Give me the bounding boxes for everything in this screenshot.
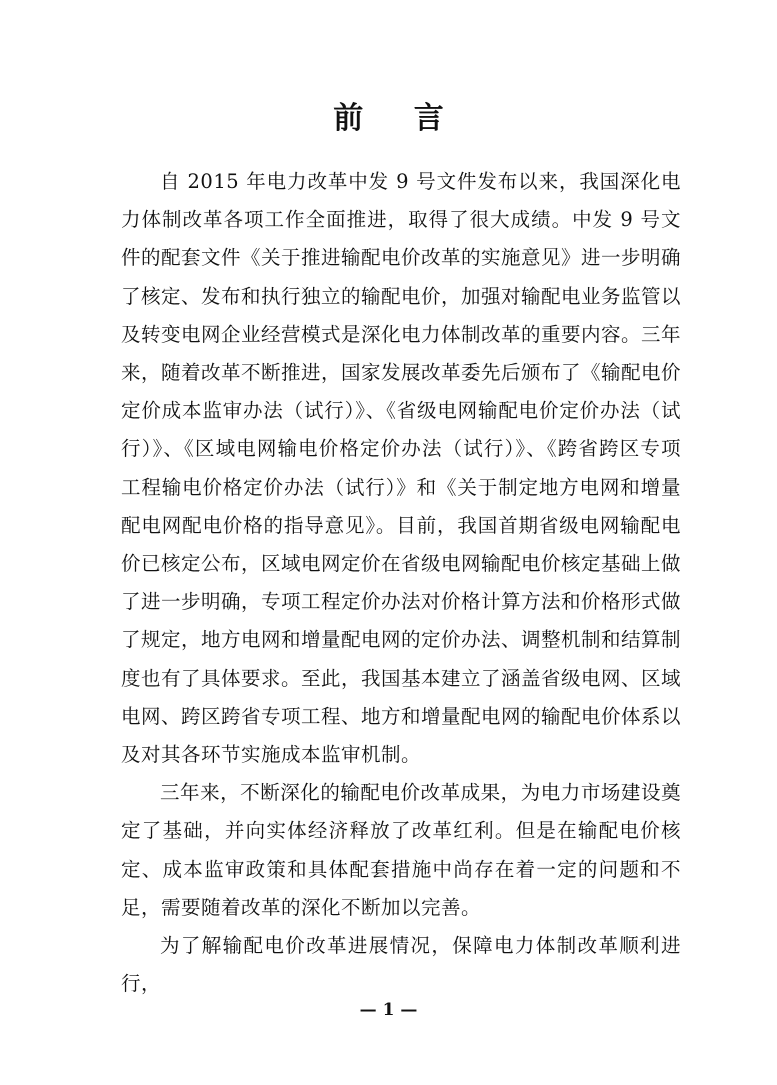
paragraph-1: 自 2015 年电力改革中发 9 号文件发布以来，我国深化电力体制改革各项工作全面推进，取得了很大成绩。中发 9 号文件的配套文件《关于推进输配电价改革的实施意见》进一步明确了核定、发布和执行独立的输配电价，加强对输配电业务监管以及转变电网企业经营模式是深化电力体制改革的重要内容。三年来，随着改革不断推进，国家发展改革委先后颁布了《输配电价定价成本监审办法（试行）》、《省级电网输配电价定价办法（试行）》、《区域电网输电价格定价办法（试行）》、《跨省跨区专项工程输电价格定价办法（试行）》和《关于制定地方电网和增量配电网配电价格的指导意见》。目前，我国首期省级电网输配电价已核定公布，区域电网定价在省级电网输配电价核定基础上做了进一步明确，专项工程定价办法对价格计算方法和价格形式做了规定，地方电网和增量配电网的定价办法、调整机制和结算制度也有了具体要求。至此，我国基本建立了涵盖省级电网、区域电网、跨区跨省专项工程、地方和增量配电网的输配电价体系以及对其各环节实施成本监审机制。 (121, 170, 682, 767)
page-number: — 1 — (359, 1000, 418, 1020)
page-title: 前 言 (333, 101, 464, 136)
paragraph-2: 三年来，不断深化的输配电价改革成果，为电力市场建设奠定了基础，并向实体经济释放了改革红利。但是在输配电价核定、成本监审政策和具体配套措施中尚存在着一定的问题和不足，需要随着改革的深化不断加以完善。 (121, 781, 681, 919)
paragraph-3: 为了解输配电价改革进展情况，保障电力体制改革顺利进行， (121, 934, 681, 996)
document-body (121, 163, 681, 1003)
